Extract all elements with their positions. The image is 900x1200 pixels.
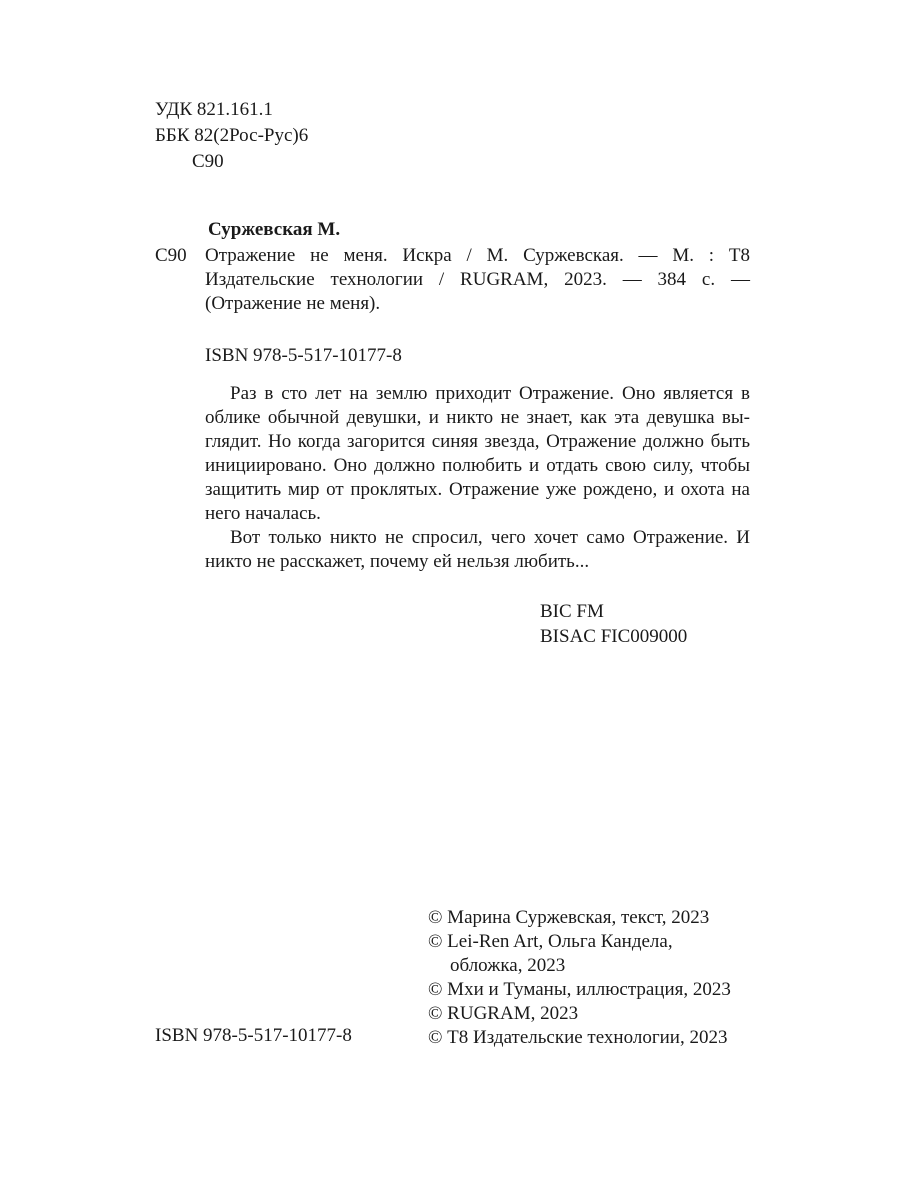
annotation-line: облике обычной девушки, и никто не знает, как эта девушка вы-	[205, 407, 750, 428]
bic-code: BIC FM	[540, 601, 604, 622]
entry-line: Отражение не меня. Искра / М. Суржевская. — М. : Т8	[205, 245, 750, 266]
copyright-line: © Мхи и Туманы, иллюстрация, 2023	[428, 979, 731, 1000]
annotation-line: него началась.	[205, 503, 321, 524]
copyright-block	[428, 906, 758, 1050]
annotation-line: инициировано. Оно должно полюбить и отдать свою силу, чтобы	[205, 455, 750, 476]
udk-code: УДК 821.161.1	[155, 99, 273, 120]
entry-isbn: ISBN 978-5-517-10177-8	[205, 345, 402, 366]
annotation	[205, 382, 750, 574]
bibliographic-description	[205, 244, 750, 316]
copyright-line: © RUGRAM, 2023	[428, 1003, 579, 1024]
annotation-line: защитить мир от проклятых. Отражение уже рождено, и охота на	[205, 479, 750, 500]
footer-isbn: ISBN 978-5-517-10177-8	[155, 1025, 352, 1046]
entry-line: Издательские технологии / RUGRAM, 2023. — 384 с. —	[205, 269, 750, 290]
author-mark: С90	[192, 151, 224, 172]
copyright-line: © Марина Суржевская, текст, 2023	[428, 907, 710, 928]
annotation-line: никто не расскажет, почему ей нельзя любить...	[205, 551, 590, 572]
annotation-line: Раз в сто лет на землю приходит Отражение. Оно является в	[230, 383, 750, 404]
annotation-line: глядит. Но когда загорится синяя звезда, Отражение должно быть	[205, 431, 750, 452]
bbk-code: ББК 82(2Рос-Рус)6	[155, 125, 309, 146]
entry-line: (Отражение не меня).	[205, 293, 381, 314]
copyright-line: обложка, 2023	[450, 955, 566, 976]
margin-author-mark: С90	[155, 245, 187, 266]
bisac-code: BISAC FIC009000	[540, 626, 688, 647]
copyright-line: © Т8 Издательские технологии, 2023	[428, 1027, 728, 1048]
copyright-line: © Lei-Ren Art, Ольга Кандела,	[428, 931, 673, 952]
author-name: Суржевская М.	[208, 219, 341, 240]
annotation-line: Вот только никто не спросил, чего хочет само Отражение. И	[230, 527, 750, 548]
